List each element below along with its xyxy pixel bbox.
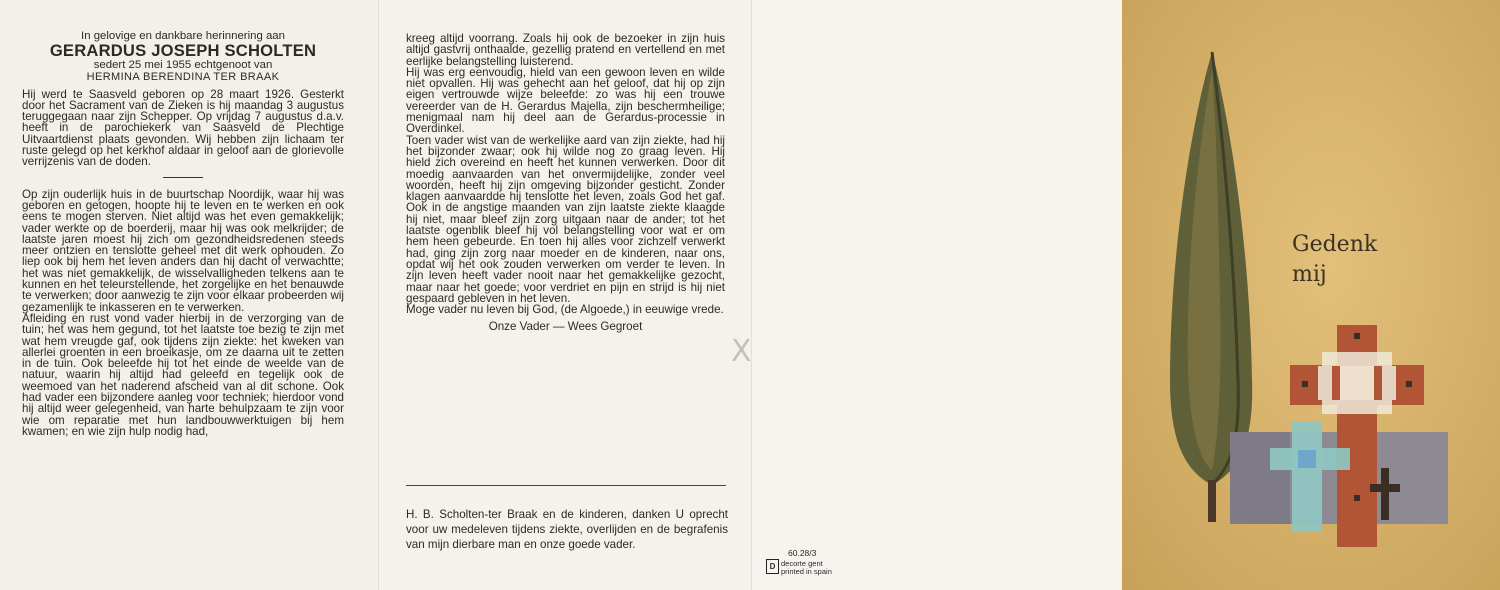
biography-paragraph-6: Toen vader wist van de werkelijke aard van zijn ziekte, had hij het bijzonder zwaar; ook hij wilde nog zo graag leven. Hij hield zich overeind en heeft het kunnen verwerken. Door dit moedig aanvaarden van het onvermijdelijke, zonder veel woorden, heeft hij zijn omgeving bijzonder gesticht. Zonder klagen aanvaardde hij tenslotte het leven, zoals God het gaf. Ook in de angstige maanden van zijn laatste ziekte klaagde hij niet, maar bleef zijn zorg uitgaan naar de ander; tot het laatste ogenblik bleef hij vol belangstelling voor wat er om hem heen gebeurde. En toen hij alles voor zichzelf verwerkt had, ging zijn zorg naar moeder en de kinderen, naar ons, opdat wij het ook zouden verwerken om verder te leven. In zijn leven heeft vader nooit naar het gemakkelijke gezocht, maar naar het goede; voor verdriet en pijn en strijd is hij niet gespaard gebleven in het leven.: [406, 133, 725, 305]
card-panel-blank: [752, 0, 1122, 590]
printer-info: [781, 560, 832, 576]
biography-paragraph-3: Afleiding en rust vond vader hierbij in de verzorging van de tuin; het was hem gegund, tot het laatste toe bezig te zijn met wat hem vreugde gaf, ook tijdens zijn ziekte: het kweken van allerlei groenten in een broeikasje, om ze daarna uit te zetten in de tuin. Ook beleefde hij tot het einde de weelde van de natuur, waarin hij altijd had geleefd en tegelijk ook de weemoed van het naderend afscheid van al dit schone. Ook had vader een bijzondere aanleg voor techniek; hierdoor vond hij altijd weer gelegenheid, van harte behulpzaam te zijn voor wie om reparatie met hun landbouwwerktuigen bij hem kwamen; en wie zijn hulp nodig had,: [22, 311, 344, 438]
biography-paragraph-2: Op zijn ouderlijk huis in de buurtschap Noordijk, waar hij was geboren en getogen, hoopte hij te leven en te werken en ook eens te mogen sterven. Niet altijd was het even gemakkelijk; vader werkte op de boerderij, maar hij was ook melkrijder; de laatste jaren moest hij zich om gezondheidsredenen steeds meer ontzien en tenslotte geheel met dit werk ophouden. Zo liep ook bij hem het leven anders dan hij dacht of verwachtte; het was niet gemakkelijk, de wisselvalligheden telkens aan te kunnen en het teleurstellende, het zorgelijke en het benauwde te verwerken; door aanwezig te zijn voor elkaar probeerden wij gezamenlijk te inkasseren en te verwerken.: [22, 187, 344, 314]
cover-title: [1292, 230, 1377, 290]
grey-block-shade: [1230, 432, 1290, 524]
pencil-mark: X: [731, 334, 752, 369]
biography-paragraph-1: Hij werd te Saasveld geboren op 28 maart 1926. Gesterkt door het Sacrament van de Zieken is hij maandag 3 augustus teruggegaan naar zijn Schepper. Op vrijdag 7 augustus d.a.v. heeft in de parochiekerk van Saasveld de Plechtige Uitvaartdienst plaats gevonden. Wij hebben zijn lichaam ter ruste gelegd op het kerkhof aldaar in geloof aan de glorievolle verrijzenis van de doden.: [22, 87, 344, 169]
printer-logo-icon: D: [766, 559, 779, 574]
tile-dot: [1354, 495, 1360, 501]
deceased-name: GERARDUS JOSEPH SCHOLTEN: [49, 41, 317, 60]
printer-line-1: decorte gent: [781, 559, 823, 568]
panel1-text-column: [22, 30, 344, 437]
cover-title-line-1: Gedenk: [1292, 232, 1378, 257]
spouse-name: HERMINA BERENDINA TER BRAAK: [86, 71, 280, 84]
closing-wish: Moge vader nu leven bij God, (de Algoede,) in eeuwige vrede.: [406, 303, 724, 317]
thanks-text: H. B. Scholten-ter Braak en de kinderen, danken U oprecht voor uw medeleven tijdens ziekte, overlijden en de begrafenis van mijn dierbare man en onze goede vader.: [406, 508, 728, 551]
card-panel-left: [0, 0, 379, 590]
tile-dot: [1406, 381, 1412, 387]
panel2-text-column: [406, 33, 725, 333]
printer-line-2: printed in spain: [781, 567, 832, 576]
light-cross-icon: [1318, 352, 1396, 414]
cover-title-line-2: mij: [1292, 262, 1327, 287]
card-panel-middle: [379, 0, 752, 590]
married-line: sedert 25 mei 1955 echtgenoot van: [93, 59, 273, 72]
print-code: 60.28/3: [788, 548, 817, 558]
separator-line: [163, 177, 203, 178]
prayers-line: Onze Vader — Wees Gegroet: [488, 320, 643, 334]
card-cover-panel: [1122, 0, 1500, 590]
cover-illustration: [1122, 0, 1500, 590]
tile-dot: [1302, 381, 1308, 387]
intro-line: In gelovige en dankbare herinnering aan: [81, 30, 285, 42]
divider-line: [406, 485, 726, 486]
tile-dot: [1354, 333, 1360, 339]
biography-paragraph-5: Hij was erg eenvoudig, hield van een gewoon leven en wilde niet opvallen. Hij was gehecht aan het geloof, dat hij op zijn eigen vertrouwde wijze beleefde: zo was hij een trouwe vereerder van de H. Gerardus Majella, zijn beschermheilige; menigmaal nam hij deel aan de Gerardus-processie in Overdinkel.: [406, 65, 725, 136]
biography-paragraph-4: kreeg altijd voorrang. Zoals hij ook de bezoeker in zijn huis altijd gastvrij onthaalde, gezellig pratend en vertellend en met eerlijke belangstelling luisterend.: [406, 32, 725, 68]
